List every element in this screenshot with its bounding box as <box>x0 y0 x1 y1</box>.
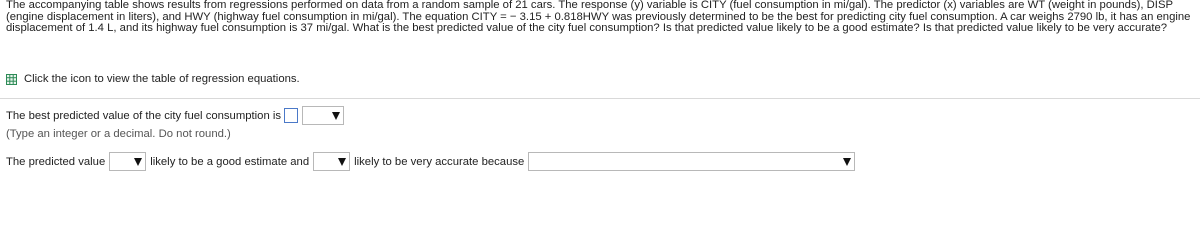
answer-line-2 <box>6 152 859 171</box>
answer-line-1 <box>6 106 348 125</box>
problem-text: The accompanying table shows results from regressions performed on data from a random sample of 21 cars. The response (y) variable is CITY (fuel consumption in mi/gal). The predictor (x) variables are WT (weight in pounds), DISP (engine displacement in liters), and HWY (highway fuel consumption in mi/gal). The equation CITY = − 3.15 + 0.818HWY was previously determined to be the best for predicting city fuel consumption. A car weighs 2790 lb, it has an engine displacement of 1.4 L, and its highway fuel consumption is 37 mi/gal. What is the best predicted value of the city fuel consumption? Is that predicted value likely to be a good estimate? Is that predicted value likely to be very accurate? <box>6 0 1191 35</box>
dropdown-arrow-icon <box>332 112 340 120</box>
table-link-row <box>6 72 300 86</box>
table-icon[interactable] <box>6 74 17 85</box>
section-divider <box>0 98 1200 99</box>
dropdown-arrow-icon <box>338 158 346 166</box>
predicted-value-input[interactable] <box>284 108 298 123</box>
reason-dropdown[interactable] <box>528 152 855 171</box>
is-isnot-dropdown-1[interactable] <box>109 152 146 171</box>
answer2-suffix: likely to be very accurate because <box>354 155 525 168</box>
dropdown-arrow-icon <box>134 158 142 166</box>
unit-dropdown[interactable] <box>302 106 344 125</box>
answer-hint: (Type an integer or a decimal. Do not round.) <box>6 128 231 140</box>
answer2-middle: likely to be a good estimate and <box>150 155 310 168</box>
is-isnot-dropdown-2[interactable] <box>313 152 350 171</box>
table-link-label[interactable]: Click the icon to view the table of regression equations. <box>24 73 300 85</box>
answer2-prefix: The predicted value <box>6 155 106 168</box>
dropdown-arrow-icon <box>843 158 851 166</box>
answer1-prefix: The best predicted value of the city fuel consumption is <box>6 109 282 122</box>
